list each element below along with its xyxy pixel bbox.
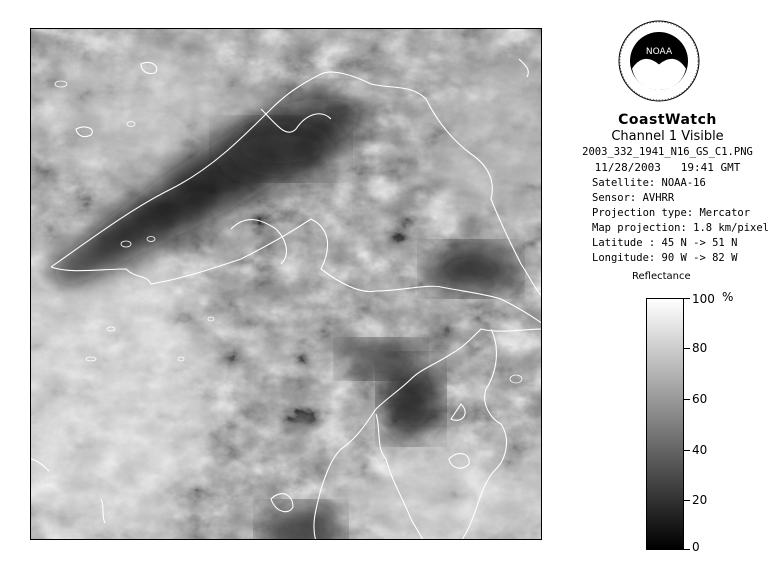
satellite-line: Satellite: NOAA-16 — [592, 177, 706, 189]
cloud-imagery — [31, 29, 542, 540]
sensor-line: Sensor: AVHRR — [592, 192, 675, 204]
tick-mark — [684, 450, 690, 451]
tick-label-0: 0 — [692, 540, 700, 554]
metadata-list — [592, 176, 775, 266]
reflectance-colorbar — [646, 298, 684, 550]
filename: 2003_332_1941_N16_GS_C1.PNG — [582, 146, 753, 158]
map-projection-line: Map projection: 1.8 km/pixel — [592, 222, 770, 234]
product-title: CoastWatch — [618, 112, 717, 128]
scale-unit: % — [722, 290, 734, 304]
tick-mark — [684, 549, 690, 550]
tick-mark — [684, 298, 690, 299]
tick-label-60: 60 — [692, 392, 708, 406]
tick-label-20: 20 — [692, 493, 708, 507]
channel-label: Channel 1 Visible — [611, 129, 724, 144]
tick-label-40: 40 — [692, 443, 708, 457]
tick-mark — [684, 348, 690, 349]
noaa-logo — [618, 20, 700, 102]
tick-mark — [684, 500, 690, 501]
time: 19:41 GMT — [680, 161, 741, 174]
date: 11/28/2003 — [594, 161, 661, 174]
date-time — [560, 160, 775, 175]
noaa-logo-icon — [618, 20, 700, 102]
satellite-image — [30, 28, 542, 540]
projection-type-line: Projection type: Mercator — [592, 207, 751, 219]
longitude-line: Longitude: 90 W -> 82 W — [592, 252, 738, 264]
noaa-logo-text: NOAA — [645, 47, 673, 57]
scale-label: Reflectance — [632, 271, 691, 282]
tick-mark — [684, 399, 690, 400]
tick-label-80: 80 — [692, 341, 708, 355]
latitude-line: Latitude : 45 N -> 51 N — [592, 237, 738, 249]
tick-label-100: 100 — [692, 292, 715, 306]
product-info — [560, 112, 775, 266]
